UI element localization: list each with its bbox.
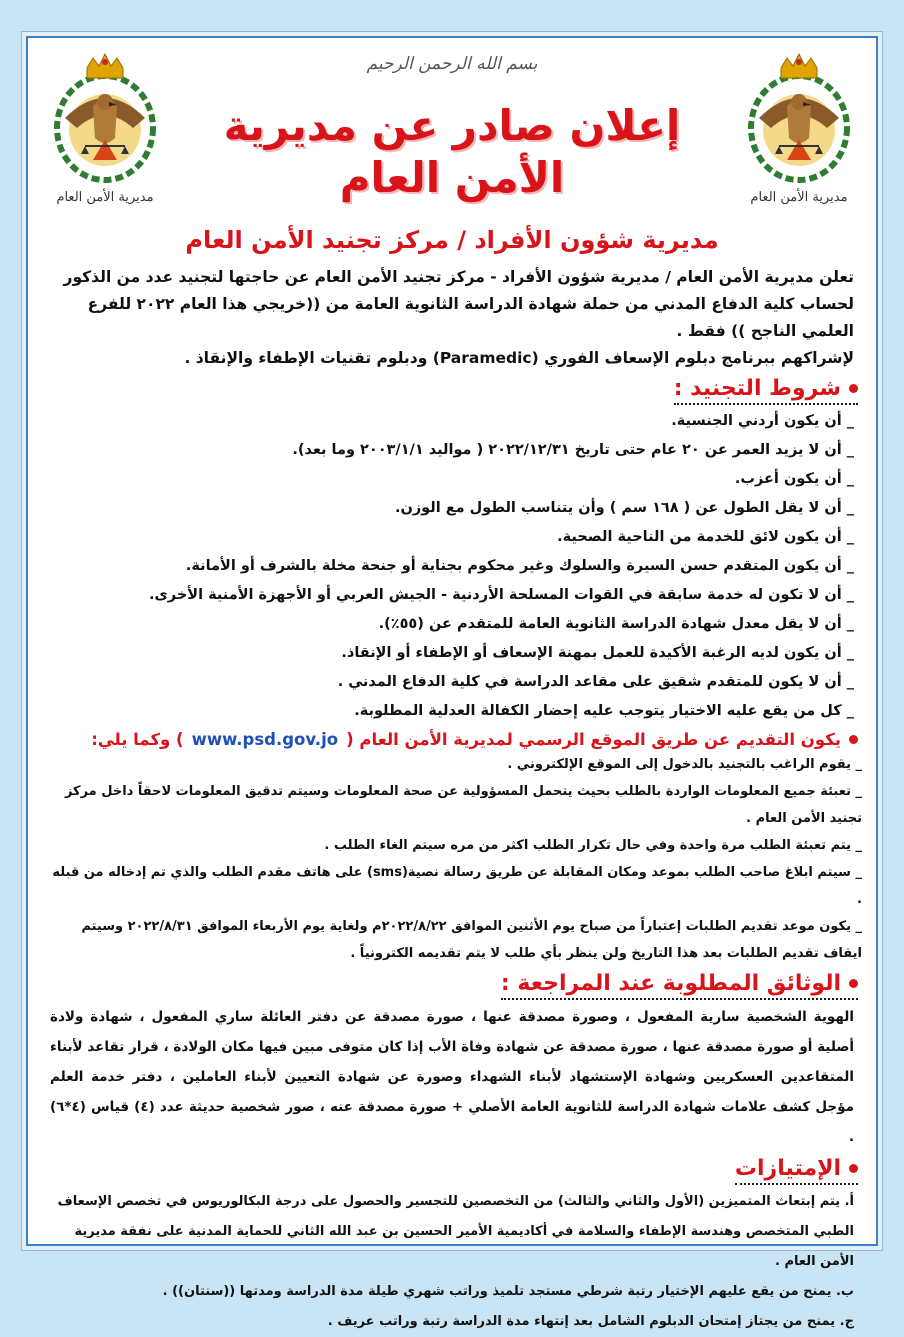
title-line-2: الأمن العام — [339, 153, 565, 202]
list-item: ج. يمنح من يجتاز إمتحان الدبلوم الشامل بعد إنتهاء مدة الدراسة رتبة وراتب عريف . — [327, 1314, 854, 1329]
list-item: _ تعبئة جميع المعلومات الواردة بالطلب بحيث يتحمل المسؤولية عن صحة المعلومات وسيتم تدقيق المعلومات لاحقاً داخل مركز تجنيد الأمن العام . — [50, 778, 862, 832]
list-item: _ أن يكون أردني الجنسية. — [50, 407, 854, 436]
conditions-list — [28, 407, 876, 726]
list-item: _ أن يكون لديه الرغبة الأكيدة للعمل بمهنة الإسعاف أو الإطفاء أو الإنقاذ. — [50, 639, 854, 668]
list-item: _ أن يكون المتقدم حسن السيرة والسلوك وغير محكوم بجناية أو جنحة مخلة بالشرف أو الأمانة. — [50, 552, 854, 581]
apply-list — [28, 751, 876, 967]
conditions-heading-text: شروط التجنيد : — [673, 376, 841, 401]
privileges-heading — [735, 1156, 858, 1185]
bullet-dot-icon — [849, 735, 858, 744]
apply-heading-after: ) وكما يلي: — [91, 730, 184, 749]
basmala: بسم الله الرحمن الرحيم — [366, 54, 538, 74]
privileges-list — [28, 1187, 876, 1337]
header — [28, 38, 876, 238]
documents-heading — [501, 971, 858, 1000]
title-line-1: إعلان صادر عن مديرية — [223, 101, 681, 150]
list-item: _ أن يكون لائق للخدمة من الناحية الصحية. — [50, 523, 854, 552]
list-item: _ أن لا يكون للمتقدم شقيق على مقاعد الدراسة في كلية الدفاع المدني . — [50, 668, 854, 697]
list-item: _ سيتم ابلاغ صاحب الطلب بموعد ومكان المقابلة عن طريق رسالة نصية(sms) على هاتف مقدم الطلب والذي تم إدخاله من قبله . — [50, 859, 862, 913]
list-item: ب. يمنح من يقع عليهم الإختيار رتبة شرطي مستجد تلميذ وراتب شهري طيلة مدة الدراسة ومدتها ((سنتان)) . — [162, 1284, 854, 1299]
list-item: _ أن لا يقل الطول عن ( ١٦٨ سم ) وأن يتناسب الطول مع الوزن. — [50, 494, 854, 523]
apply-heading-before: يكون التقديم عن طريق الموقع الرسمي لمديرية الأمن العام ( — [346, 730, 841, 749]
list-item: _ أن لا يقل معدل شهادة الدراسة الثانوية العامة للمتقدم عن (٥٥٪). — [50, 610, 854, 639]
list-item: _ كل من يقع عليه الاختيار يتوجب عليه إحضار الكفالة العدلية المطلوبة. — [50, 697, 854, 726]
emblem-caption: مديرية الأمن العام — [750, 190, 848, 205]
page-title — [28, 100, 876, 204]
list-item: _ يتم تعبئة الطلب مرة واحدة وفي حال تكرار الطلب اكثر من مره سيتم الغاء الطلب . — [50, 832, 862, 859]
list-item: _ أن لا يزيد العمر عن ٢٠ عام حتى تاريخ ٢٠٢٢/١٢/٣١ ( مواليد ٢٠٠٣/١/١ وما بعد). — [50, 436, 854, 465]
emblem-caption: مديرية الأمن العام — [56, 190, 154, 205]
documents-heading-text: الوثائق المطلوبة عند المراجعة : — [500, 971, 841, 996]
intro-paragraph: تعلن مديرية الأمن العام / مديرية شؤون الأفراد - مركز تجنيد الأمن العام عن حاجتها لتجنيد عدد من الذكور لحساب كلية الدفاع المدني من حملة شهادة الدراسة الثانوية العامة من ((خريجي هذا العام ٢٠٢٢ للفرع العلمي الناجح )) فقط . — [63, 268, 854, 340]
page-subtitle: مديرية شؤون الأفراد / مركز تجنيد الأمن العام — [185, 226, 719, 254]
bullet-dot-icon — [849, 384, 858, 393]
program-line: لإشراكهم ببرنامج دبلوم الإسعاف الفوري (Paramedic) ودبلوم تقنيات الإطفاء والإنقاذ . — [184, 349, 854, 367]
bullet-dot-icon — [849, 979, 858, 988]
conditions-heading — [674, 376, 858, 405]
apply-heading — [28, 730, 858, 749]
intro-section — [28, 264, 876, 372]
list-item: _ يقوم الراغب بالتجنيد بالدخول إلى الموقع الإلكتروني . — [50, 751, 862, 778]
list-item: _ أن لا تكون له خدمة سابقة في القوات المسلحة الأردنية - الجيش العربي أو الأجهزة الأمنية الأخرى. — [50, 581, 854, 610]
list-item: _ أن يكون أعزب. — [50, 465, 854, 494]
list-item: _ يكون موعد تقديم الطلبات إعتباراً من صباح يوم الأثنين الموافق ٢٠٢٢/٨/٢٢م ولغاية يوم الأربعاء الموافق ٢٠٢٢/٨/٣١ وسيتم ايقاف تقديم الطلبات بعد هذا التاريخ ولن ينظر بأي طلب لا يتم تقديمه الكترونياً . — [50, 913, 862, 967]
documents-body: الهوية الشخصية سارية المفعول ، وصورة مصدقة عنها ، صورة مصدقة عن دفتر العائلة ساري المفعول ، شهادة ولادة أصلية أو صورة مصدقة عنها ، صورة مصدقة عن شهادة وفاة الأب إذا كان متوفى مبين فيها مكان الولادة ، قرار تقاعد لأبناء المتقاعدين العسكريين وشهادة الإستشهاد لأبناء الشهداء وصورة عن شهادة التعيين لأبناء العاملين ، دفتر خدمة العلم مؤجل كشف علامات شهادة الدراسة للثانوية العامة الأصلي + صورة مصدقة عنه ، صور شخصية حديثة عدد (٤) قياس (٤*٦) . — [50, 1009, 854, 1145]
privileges-heading-text: الإمتيازات — [734, 1156, 841, 1181]
bullet-dot-icon — [849, 1164, 858, 1173]
psd-website-link[interactable]: www.psd.gov.jo — [191, 730, 339, 749]
list-item: أ. يتم إبتعاث المتميزين (الأول والثاني والثالث) من التخصصين للتجسير والحصول على درجة البكالوريوس في تخصص الإسعاف الطبي المتخصص وهندسة الإطفاء والسلامة في أكاديمية الأمير الحسين بن عبد الله الثاني للحماية المدنية على نفقة مديرية الأمن العام . — [57, 1194, 854, 1269]
announcement-page — [26, 36, 878, 1329]
